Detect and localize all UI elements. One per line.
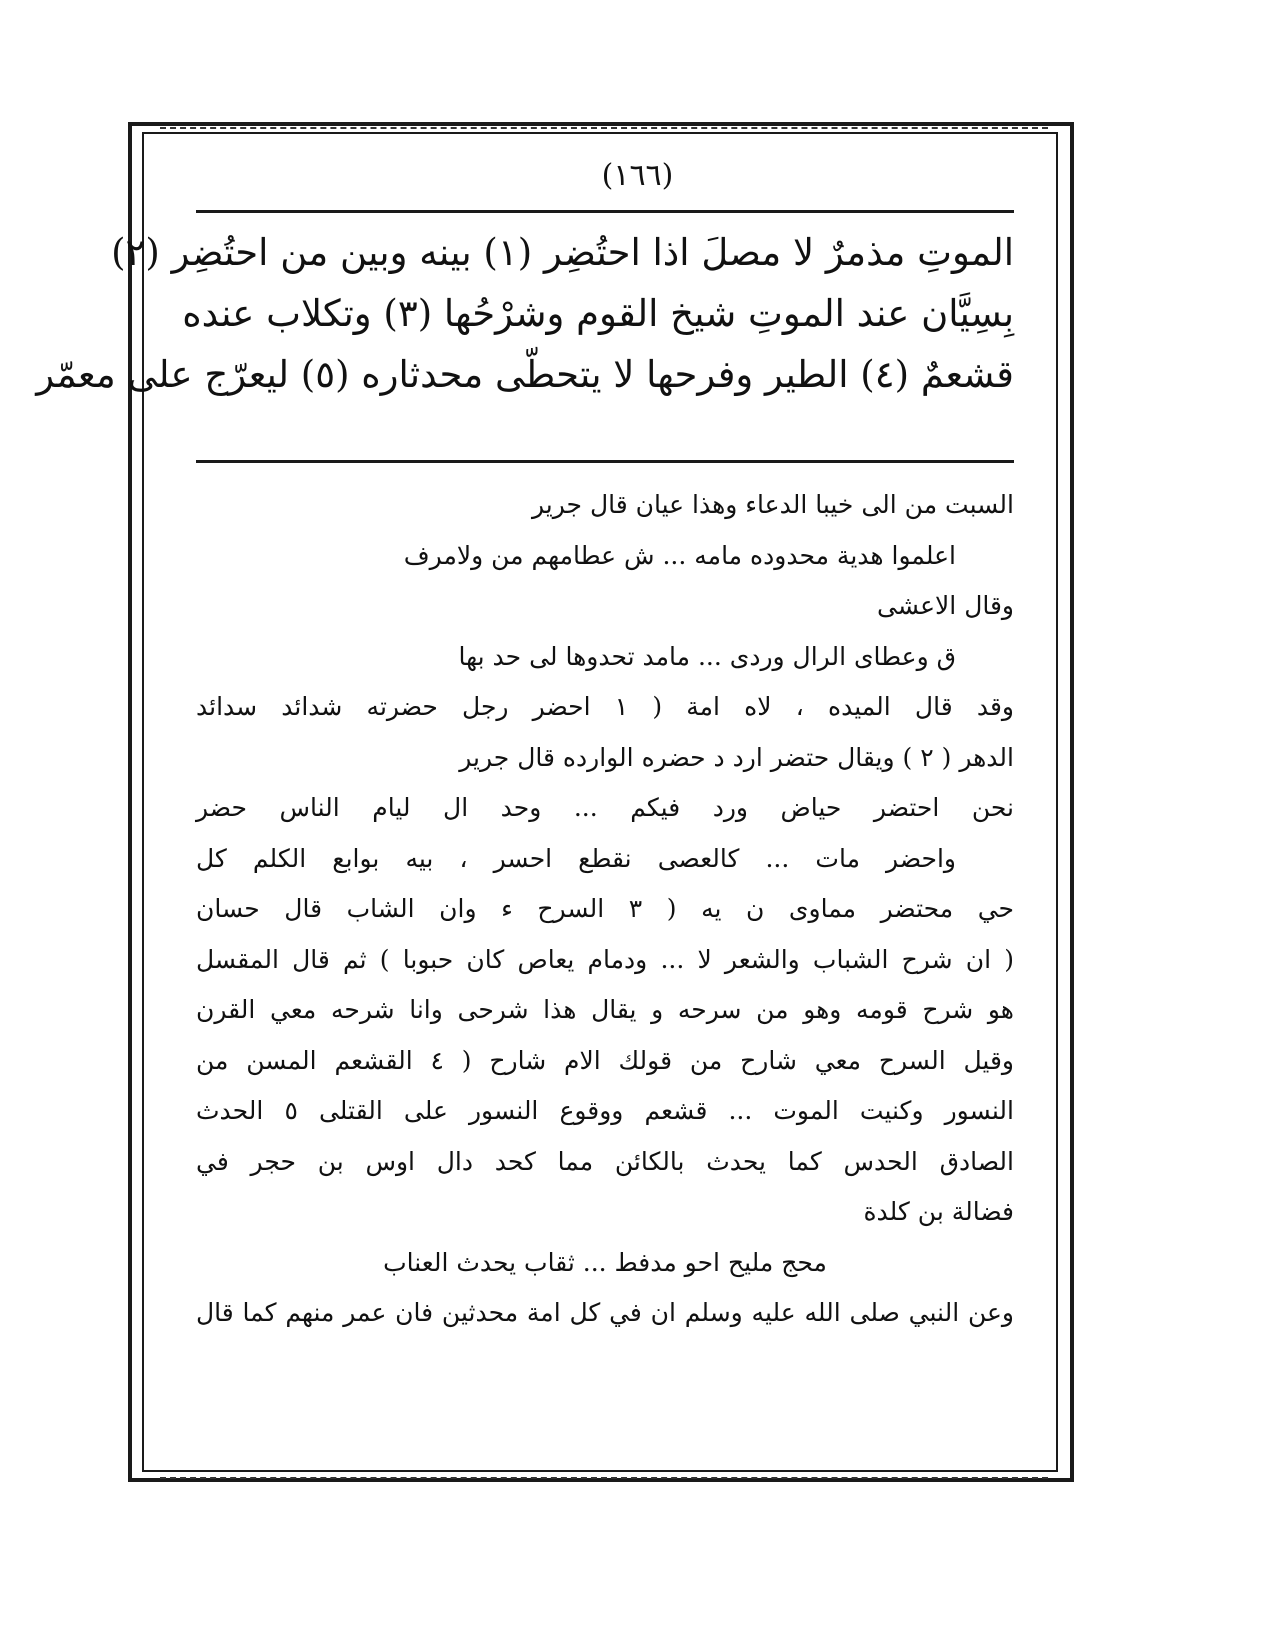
verse-line: قشعمٌ (٤) الطير وفرحها لا يتحطّى محدثاره (٥) ليعرّج على معمّر bbox=[36, 353, 1014, 396]
note-line: وعن النبي صلى الله عليه وسلم ان في كل امة محدثين فان عمر منهم كما قال bbox=[196, 1298, 1014, 1327]
verse-top-rule bbox=[196, 210, 1014, 213]
verse-line: بِسِيَّان عند الموتِ شيخ القوم وشرْحُها (٣) وتكلاب عنده bbox=[182, 292, 1014, 335]
note-line: وقال الاعشى bbox=[876, 591, 1014, 620]
commentary-notes bbox=[196, 480, 1014, 1339]
verse-block bbox=[36, 222, 1014, 405]
note-line: ( ان شرح الشباب والشعر لا ... ودمام يعاص كان حبوبا ) ثم قال المقسل bbox=[196, 944, 1014, 974]
bottom-decorative-rule bbox=[160, 1477, 1048, 1479]
note-line: هو شرح قومه وهو من سرحه و يقال هذا شرحى وانا شرحه معي القرن bbox=[196, 995, 1014, 1024]
top-decorative-rule bbox=[160, 127, 1048, 129]
note-line: فضالة بن كلدة bbox=[863, 1197, 1014, 1226]
quoted-verse: محج مليح احو مدفط ... ثقاب يحدث العناب bbox=[383, 1247, 827, 1277]
quoted-verse: نحن احتضر حياض ورد فيكم ... وحد ال ليام الناس حضر bbox=[196, 793, 1014, 822]
note-line: السبت من الى خيبا الدعاء وهذا عيان قال جرير bbox=[532, 490, 1014, 519]
quoted-verse: اعلموا هدية محدوده مامه ... ش عطامهم من ولامرف bbox=[403, 540, 956, 570]
note-line: الصادق الحدس كما يحدث بالكائن مما كحد دال اوس بن حجر في bbox=[196, 1146, 1014, 1176]
note-line: واحضر مات ... كالعصى نقطع احسر ، بيه بوابع الكلم كل bbox=[196, 843, 956, 873]
quoted-verse: ق وعطاى الرال وردى ... مامد تحدوها لى حد بها bbox=[458, 641, 956, 671]
note-line: حي محتضر مماوى ن يه ( ٣ السرح ء وان الشاب قال حسان bbox=[196, 894, 1014, 923]
note-line: وقيل السرح معي شارح من قولك الام شارح ( ٤ القشعم المسن من bbox=[196, 1045, 1014, 1075]
page-number: (١٦٦) bbox=[601, 158, 674, 193]
verse-bottom-rule bbox=[196, 460, 1014, 463]
note-line: الدهر ( ٢ ) ويقال حتضر ارد د حضره الوارده قال جرير bbox=[459, 742, 1014, 772]
note-line: النسور وكنيت الموت ... قشعم ووقوع النسور على القتلى ٥ الحدث bbox=[196, 1096, 1014, 1125]
note-line: وقد قال الميده ، لاه امة ( ١ احضر رجل حضرته شدائد سدائد bbox=[196, 692, 1014, 721]
verse-line: الموتِ مذمرٌ لا مصلَ اذا احتُضِر (١) بينه وبين من احتُضِر (٢) bbox=[111, 231, 1014, 274]
